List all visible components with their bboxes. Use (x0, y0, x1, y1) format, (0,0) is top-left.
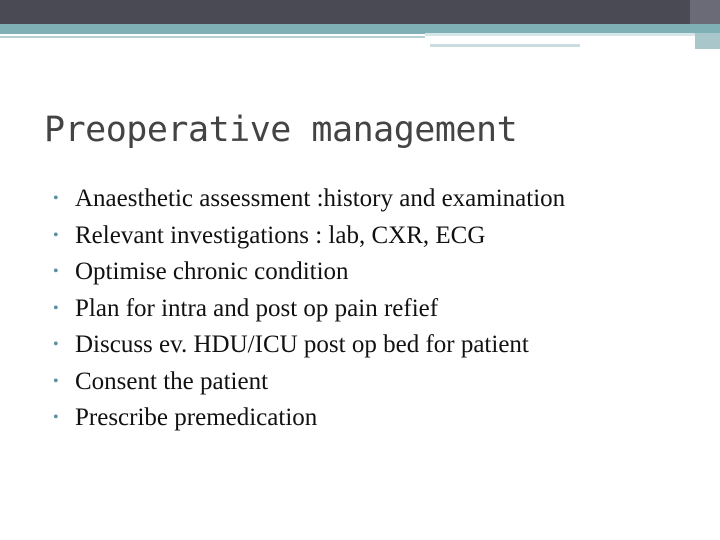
decorative-line (0, 36, 425, 38)
bullet-item (48, 182, 688, 216)
bullet-icon: • (53, 190, 59, 207)
bullet-text: Discuss ev. HDU/ICU post op bed for patient (75, 331, 529, 358)
bullet-text: Consent the patient (75, 367, 269, 395)
bullet-icon: • (53, 299, 59, 317)
bullet-icon: • (53, 409, 59, 426)
bullet-text: Relevant investigations : lab, CXR, ECG (75, 221, 486, 249)
bullet-icon: • (53, 263, 59, 280)
bullet-icon: • (53, 226, 59, 244)
bullet-item (48, 255, 688, 289)
header-bar (0, 0, 720, 24)
bullet-text: Plan for intra and post op pain refief (75, 294, 439, 322)
bullet-item (48, 401, 688, 435)
bullet-item (48, 219, 688, 253)
header-bar-accent (690, 0, 720, 24)
decorative-line (425, 33, 695, 36)
bullet-text: Prescribe premedication (75, 404, 318, 431)
bullet-icon: • (53, 372, 59, 390)
decorative-block (695, 33, 720, 49)
slide-title: Preoperative management (44, 110, 518, 150)
bullet-text: Anaesthetic assessment :history and examination (75, 185, 566, 212)
bullet-item (48, 292, 688, 326)
bullet-text: Optimise chronic condition (75, 258, 349, 285)
bullet-icon: • (53, 336, 59, 353)
bullet-item (48, 365, 688, 399)
decorative-line (430, 44, 580, 47)
bullet-item (48, 328, 688, 362)
bullet-list (48, 182, 688, 438)
